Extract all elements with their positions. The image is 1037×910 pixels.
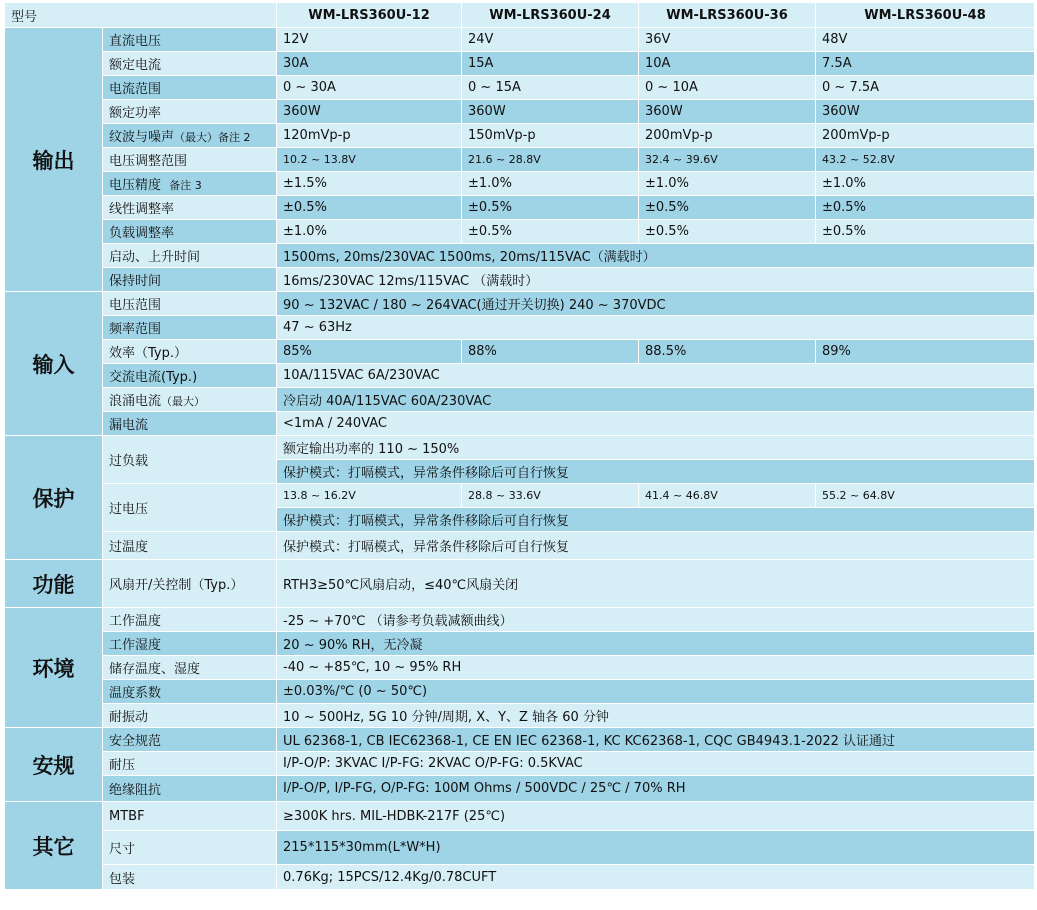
row-label: 过温度 (103, 532, 277, 560)
cell: UL 62368-1, CB IEC62368-1, CE EN IEC 62368-1, KC KC62368-1, CQC GB4943.1-2022 认证通过 (277, 728, 1035, 752)
cell: 15A (462, 52, 639, 76)
cell: 360W (816, 100, 1035, 124)
row-label: 保持时间 (103, 268, 277, 292)
table-row (5, 292, 1035, 316)
table-row (5, 124, 1035, 148)
row-label (103, 124, 277, 148)
table-row (5, 560, 1035, 608)
row-label: 尺寸 (103, 831, 277, 865)
cell: 85% (277, 340, 462, 364)
cell: 20 ~ 90% RH，无冷凝 (277, 632, 1035, 656)
row-label: 风扇开/关控制（Typ.） (103, 560, 277, 608)
cell: ±0.5% (639, 196, 816, 220)
table-row (5, 484, 1035, 508)
spec-table (4, 2, 1035, 890)
cell: 30A (277, 52, 462, 76)
cell: 43.2 ~ 52.8V (816, 148, 1035, 172)
table-row (5, 608, 1035, 632)
cell: 额定输出功率的 110 ~ 150% (277, 436, 1035, 460)
table-row (5, 802, 1035, 831)
cell: 12V (277, 28, 462, 52)
row-label: 工作湿度 (103, 632, 277, 656)
group-function: 功能 (5, 560, 103, 608)
table-row (5, 100, 1035, 124)
cell: ±0.5% (462, 196, 639, 220)
table-row (5, 52, 1035, 76)
label-note: （最大） (161, 395, 206, 408)
cell: 36V (639, 28, 816, 52)
row-label: 启动、上升时间 (103, 244, 277, 268)
table-row (5, 752, 1035, 776)
table-row (5, 680, 1035, 704)
group-protection: 保护 (5, 436, 103, 560)
cell: 200mVp-p (639, 124, 816, 148)
cell: 88.5% (639, 340, 816, 364)
cell: ±1.0% (462, 172, 639, 196)
cell: -25 ~ +70℃ （请参考负载减额曲线） (277, 608, 1035, 632)
cell: 48V (816, 28, 1035, 52)
table-row (5, 316, 1035, 340)
row-label: 额定功率 (103, 100, 277, 124)
row-label: 直流电压 (103, 28, 277, 52)
row-label: 漏电流 (103, 412, 277, 436)
model-header: WM-LRS360U-12 (277, 3, 462, 28)
row-label: 包装 (103, 865, 277, 890)
row-label: 电流范围 (103, 76, 277, 100)
group-environment: 环境 (5, 608, 103, 728)
table-row (5, 340, 1035, 364)
table-row (5, 268, 1035, 292)
cell: 0 ~ 30A (277, 76, 462, 100)
cell: 冷启动 40A/115VAC 60A/230VAC (277, 388, 1035, 412)
cell: I/P-O/P: 3KVAC I/P-FG: 2KVAC O/P-FG: 0.5KVAC (277, 752, 1035, 776)
label-note: （最大）备注 2 (174, 131, 251, 144)
cell: 55.2 ~ 64.8V (816, 484, 1035, 508)
table-row (5, 388, 1035, 412)
cell: 28.8 ~ 33.6V (462, 484, 639, 508)
cell: 360W (639, 100, 816, 124)
row-label: 电压调整范围 (103, 148, 277, 172)
cell: 360W (462, 100, 639, 124)
table-row (5, 76, 1035, 100)
group-input: 输入 (5, 292, 103, 436)
cell: 90 ~ 132VAC / 180 ~ 264VAC(通过开关切换) 240 ~ 370VDC (277, 292, 1035, 316)
table-row (5, 196, 1035, 220)
cell: 24V (462, 28, 639, 52)
cell: 360W (277, 100, 462, 124)
model-header: WM-LRS360U-36 (639, 3, 816, 28)
table-row (5, 220, 1035, 244)
row-label: MTBF (103, 802, 277, 831)
cell: -40 ~ +85℃, 10 ~ 95% RH (277, 656, 1035, 680)
cell: RTH3≥50℃风扇启动，≤40℃风扇关闭 (277, 560, 1035, 608)
row-label: 线性调整率 (103, 196, 277, 220)
cell: 16ms/230VAC 12ms/115VAC （满载时） (277, 268, 1035, 292)
cell: ±0.5% (277, 196, 462, 220)
cell: ±1.0% (816, 172, 1035, 196)
table-row (5, 364, 1035, 388)
cell: 120mVp-p (277, 124, 462, 148)
cell: 10 ~ 500Hz, 5G 10 分钟/周期, X、Y、Z 轴各 60 分钟 (277, 704, 1035, 728)
table-row (5, 776, 1035, 802)
row-label: 绝缘阻抗 (103, 776, 277, 802)
cell: 47 ~ 63Hz (277, 316, 1035, 340)
cell: 保护模式：打嗝模式，异常条件移除后可自行恢复 (277, 532, 1035, 560)
cell: ±1.0% (639, 172, 816, 196)
row-label: 耐振动 (103, 704, 277, 728)
table-row (5, 412, 1035, 436)
cell: ±0.5% (816, 220, 1035, 244)
row-label: 频率范围 (103, 316, 277, 340)
group-safety: 安规 (5, 728, 103, 802)
cell: 0.76Kg; 15PCS/12.4Kg/0.78CUFT (277, 865, 1035, 890)
table-row (5, 728, 1035, 752)
cell: 150mVp-p (462, 124, 639, 148)
table-row (5, 148, 1035, 172)
cell: 保护模式：打嗝模式，异常条件移除后可自行恢复 (277, 508, 1035, 532)
label-text: 电压精度 (109, 178, 162, 193)
cell: ≥300K hrs. MIL-HDBK-217F (25℃) (277, 802, 1035, 831)
cell: ±0.5% (462, 220, 639, 244)
row-label: 交流电流(Typ.) (103, 364, 277, 388)
row-label (103, 388, 277, 412)
row-label: 额定电流 (103, 52, 277, 76)
table-row (5, 865, 1035, 890)
row-label (103, 172, 277, 196)
table-row (5, 244, 1035, 268)
header-row (5, 3, 1035, 28)
model-header: WM-LRS360U-48 (816, 3, 1035, 28)
row-label: 电压范围 (103, 292, 277, 316)
cell: 89% (816, 340, 1035, 364)
type-label: 型号 (5, 3, 277, 28)
table-row (5, 436, 1035, 460)
row-label: 过负载 (103, 436, 277, 484)
cell: 32.4 ~ 39.6V (639, 148, 816, 172)
row-label: 耐压 (103, 752, 277, 776)
label-note: 备注 3 (169, 179, 202, 192)
cell: 10A/115VAC 6A/230VAC (277, 364, 1035, 388)
cell: 0 ~ 10A (639, 76, 816, 100)
cell: 0 ~ 7.5A (816, 76, 1035, 100)
cell: 保护模式：打嗝模式，异常条件移除后可自行恢复 (277, 460, 1035, 484)
cell: ±0.03%/℃ (0 ~ 50℃) (277, 680, 1035, 704)
row-label: 效率（Typ.） (103, 340, 277, 364)
table-row (5, 28, 1035, 52)
cell: 13.8 ~ 16.2V (277, 484, 462, 508)
table-row (5, 656, 1035, 680)
table-row (5, 632, 1035, 656)
table-row (5, 831, 1035, 865)
cell: ±0.5% (639, 220, 816, 244)
table-row (5, 532, 1035, 560)
cell: 215*115*30mm(L*W*H) (277, 831, 1035, 865)
cell: 10.2 ~ 13.8V (277, 148, 462, 172)
cell: I/P-O/P, I/P-FG, O/P-FG: 100M Ohms / 500VDC / 25℃ / 70% RH (277, 776, 1035, 802)
cell: 200mVp-p (816, 124, 1035, 148)
group-others: 其它 (5, 802, 103, 890)
model-header: WM-LRS360U-24 (462, 3, 639, 28)
cell: <1mA / 240VAC (277, 412, 1035, 436)
cell: ±1.5% (277, 172, 462, 196)
row-label: 安全规范 (103, 728, 277, 752)
table-row (5, 704, 1035, 728)
row-label: 工作温度 (103, 608, 277, 632)
cell: 1500ms, 20ms/230VAC 1500ms, 20ms/115VAC（满载时） (277, 244, 1035, 268)
cell: 0 ~ 15A (462, 76, 639, 100)
cell: 7.5A (816, 52, 1035, 76)
row-label: 储存温度、湿度 (103, 656, 277, 680)
cell: 41.4 ~ 46.8V (639, 484, 816, 508)
row-label: 过电压 (103, 484, 277, 532)
cell: ±0.5% (816, 196, 1035, 220)
label-text: 纹波与噪声 (109, 130, 175, 145)
group-output: 输出 (5, 28, 103, 292)
cell: 21.6 ~ 28.8V (462, 148, 639, 172)
row-label: 负载调整率 (103, 220, 277, 244)
row-label: 温度系数 (103, 680, 277, 704)
cell: ±1.0% (277, 220, 462, 244)
cell: 10A (639, 52, 816, 76)
label-text: 浪涌电流 (109, 394, 162, 409)
cell: 88% (462, 340, 639, 364)
table-row (5, 172, 1035, 196)
